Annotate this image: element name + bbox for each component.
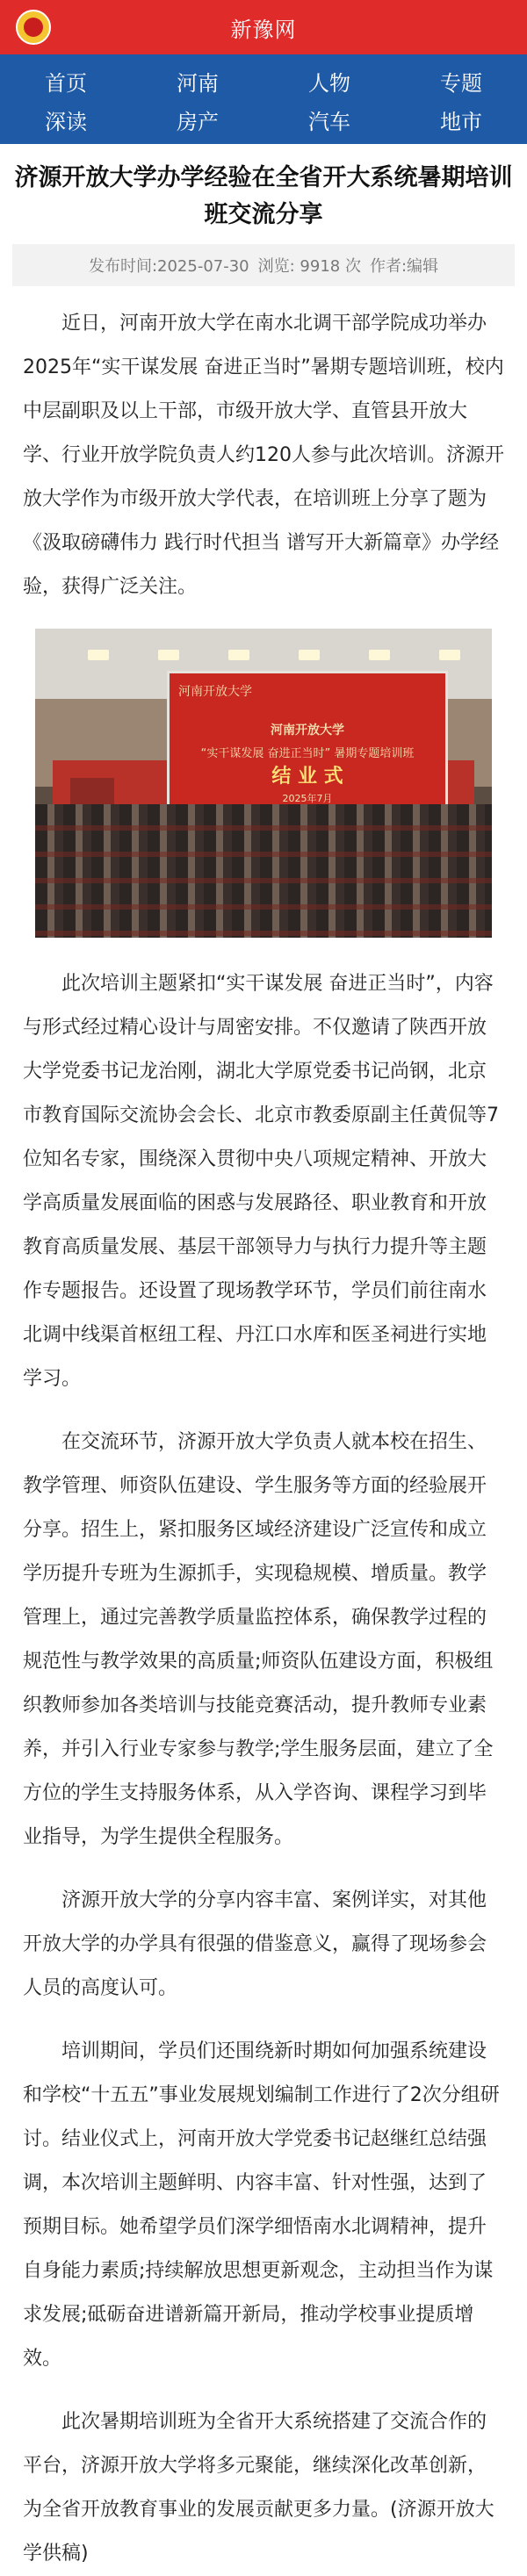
nav-item-realestate[interactable]: 房产 <box>177 109 219 134</box>
photo-screen-ceremony: 结 业 式 <box>271 766 343 788</box>
article-paragraph: 此次暑期培训班为全省开大系统搭建了交流合作的平台，济源开放大学将多元聚能，继续深化改革创新，为全省开放教育事业的发展贡献更多力量。(济源开放大学供稿) <box>23 2411 495 2565</box>
article-photo <box>35 629 492 938</box>
site-logo-icon[interactable] <box>16 10 51 45</box>
photo-screen-subtitle: “实干谋发展 奋进正当时” 暑期专题培训班 <box>200 747 415 760</box>
nav-row-2 <box>0 100 527 139</box>
article-title: 济源开放大学办学经验在全省开大系统暑期培训班交流分享 <box>14 164 513 228</box>
site-title: 新豫网 <box>230 17 297 42</box>
nav-item-indepth[interactable]: 深读 <box>45 109 87 134</box>
author: 作者:编辑 <box>369 257 439 276</box>
photo-screen-school: 河南开放大学 <box>271 723 344 738</box>
article-paragraph: 济源开放大学的分享内容丰富、案例详实，对其他开放大学的办学具有很强的借鉴意义，赢得了现场参会人员的高度认可。 <box>23 1889 487 1999</box>
article-paragraph: 培训期间，学员们还围绕新时期如何加强系统建设和学校“十五五”事业发展规划编制工作进行了2次分组研讨。结业仪式上，河南开放大学党委书记赵继红总结强调，本次培训主题鲜明、内容丰富、针对性强，达到了预期目标。她希望学员们深学细悟南水北调精神，提升自身能力素质;持续解放思想更新观念，主动担当作为谋求发展;砥砺奋进谱新篇开新局，推动学校事业提质增效。 <box>23 2040 500 2370</box>
nav-item-auto[interactable]: 汽车 <box>308 109 350 134</box>
article-meta <box>12 244 515 286</box>
nav-row-1 <box>0 61 527 100</box>
top-bar <box>0 0 527 54</box>
nav-item-cities[interactable]: 地市 <box>440 109 482 134</box>
view-count: 浏览: 9918 次 <box>257 257 361 276</box>
photo-screen-date: 2025年7月 <box>282 793 333 804</box>
publish-time: 发布时间:2025-07-30 <box>88 257 249 276</box>
main-nav <box>0 54 527 144</box>
nav-item-topics[interactable]: 专题 <box>440 70 482 96</box>
nav-item-people[interactable]: 人物 <box>308 70 350 96</box>
photo-stage-screen <box>167 671 448 811</box>
article-paragraph: 近日，河南开放大学在南水北调干部学院成功举办2025年“实干谋发展 奋进正当时”暑期专题培训班，校内中层副职及以上干部，市级开放大学、直管县开放大学、行业开放学院负责人约120人参与此次培训。济源开放大学作为市级开放大学代表，在培训班上分享了题为《汲取磅礴伟力 践行时代担当 谱写开大新篇章》办学经验，获得广泛关注。 <box>23 313 504 598</box>
photo-screen-logo-text: 河南开放大学 <box>178 685 252 699</box>
article-body <box>0 286 527 2576</box>
article-header <box>0 144 527 244</box>
nav-item-home[interactable]: 首页 <box>45 70 87 96</box>
nav-item-henan[interactable]: 河南 <box>177 70 219 96</box>
article-paragraph: 在交流环节，济源开放大学负责人就本校在招生、教学管理、师资队伍建设、学生服务等方面的经验展开分享。招生上，紧扣服务区域经济建设广泛宣传和成立学历提升专班为生源抓手，实现稳规模、增质量。教学管理上，通过完善教学质量监控体系，确保教学过程的规范性与教学效果的高质量;师资队伍建设方面，积极组织教师参加各类培训与技能竞赛活动，提升教师专业素养，并引入行业专家参与教学;学生服务层面，建立了全方位的学生支持服务体系，从入学咨询、课程学习到毕业指导，为学生提供全程服务。 <box>23 1431 494 1848</box>
article-paragraph: 此次培训主题紧扣“实干谋发展 奋进正当时”，内容与形式经过精心设计与周密安排。不仅邀请了陕西开放大学党委书记龙治刚，湖北大学原党委书记尚钢，北京市教育国际交流协会会长、北京市教委原副主任黄侃等7位知名专家，围绕深入贯彻中央八项规定精神、开放大学高质量发展面临的困惑与发展路径、职业教育和开放教育高质量发展、基层干部领导力与执行力提升等主题作专题报告。还设置了现场教学环节，学员们前往南水北调中线渠首枢纽工程、丹江口水库和医圣祠进行实地学习。 <box>23 973 499 1390</box>
